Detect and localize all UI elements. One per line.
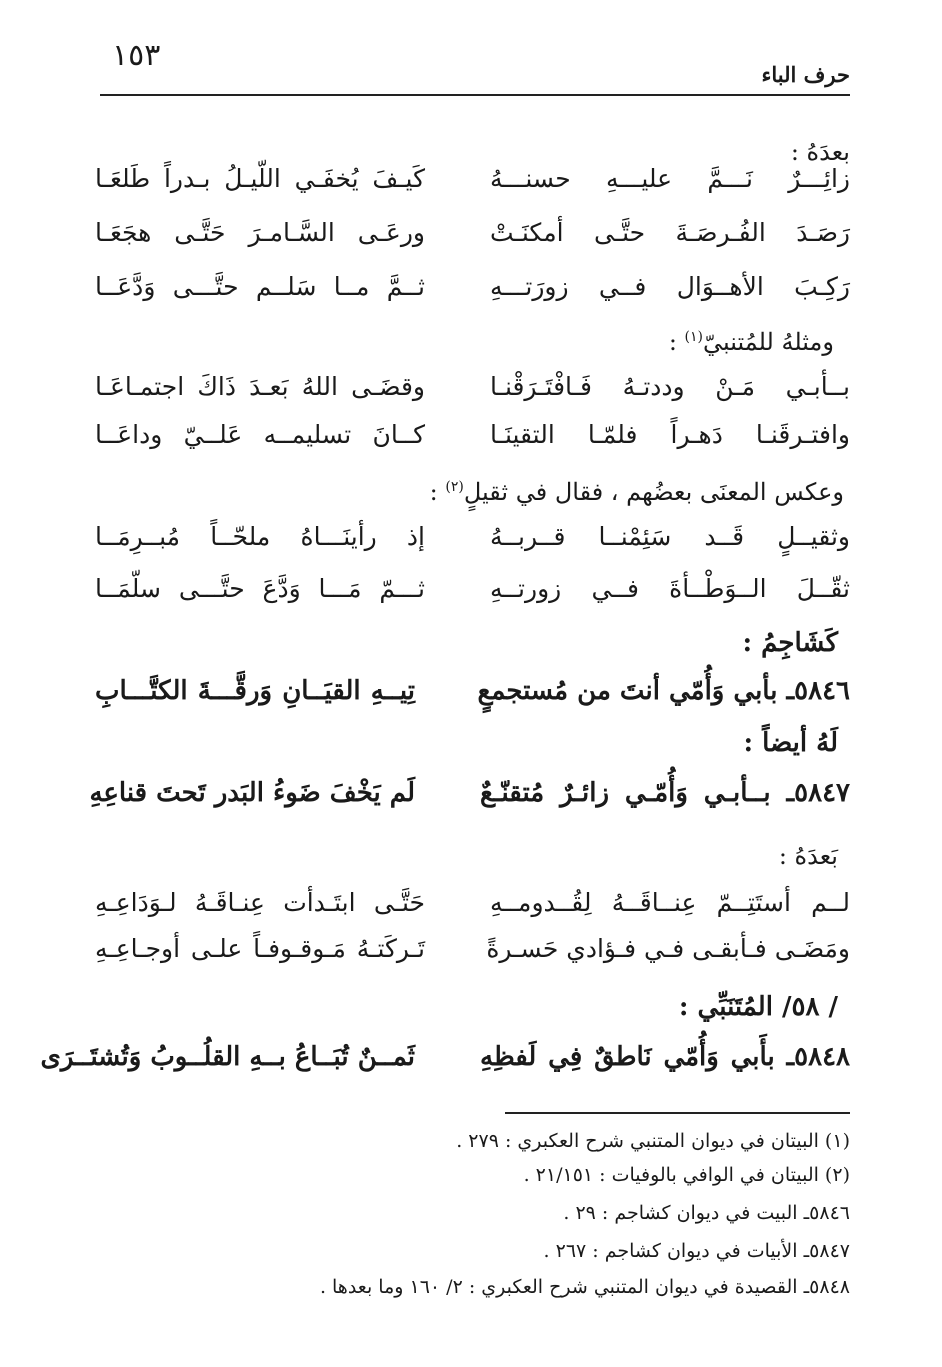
footnote-ref: (٢): [445, 479, 464, 495]
verse-second-hemistich: لَم يَخْفَ ضَوءُ البَدر تَحتَ قناعِهِ: [89, 778, 415, 808]
verse-first-hemistich: وافتـرقَنـا دَهـراً فلمّـا التقينَـا: [490, 420, 850, 449]
verse-second-hemistich: تِيــهِ القيَــانِ وَرقَّـــةَ الكتَّـــابِ: [95, 676, 415, 706]
intro-text: ومثلهُ للمُتنبيّ: [703, 328, 834, 356]
verse-line: [95, 676, 850, 714]
verse-line: [95, 164, 850, 200]
intro-text: وعكس المعنَى بعضُهم ، فقال في ثقيلٍ: [463, 478, 844, 506]
intro-line: [95, 328, 834, 356]
verse-second-hemistich: ثــمَّ مــا سَلــم حتَّـــى وَدَّعَــا: [95, 272, 425, 301]
verse-line: [95, 934, 850, 970]
footnote: (٢) البيتان في الوافي بالوفيات : ٢١/١٥١ .: [523, 1164, 850, 1186]
footnote: ٥٨٤٧ـ الأبيات في ديوان كشاجم : ٢٦٧ .: [543, 1240, 850, 1262]
verse-line: [95, 272, 850, 308]
verse-line: [95, 420, 850, 456]
verse-line: [95, 372, 850, 408]
verse-second-hemistich: كَيـفَ يُخفَـي اللّيـلُ بـدراً طَلعَـا: [95, 164, 425, 193]
footnote: (١) البيتان في ديوان المتنبي شرح العكبري : ٢٧٩ .: [456, 1130, 850, 1152]
running-title: حرف الباء: [761, 62, 850, 87]
verse-line: [95, 574, 850, 610]
verse-first-hemistich: لــم أستَتِــمّ عِنــاقَــهُ لِقُــدومــهِ: [490, 888, 850, 917]
verse-second-hemistich: ثـــمّ مَـــا وَدَّعَ حتَّـــى سلّمَــا: [95, 574, 425, 603]
verse-first-hemistich: زائِـــرٌ نَـــمَّ عليـــهِ حسنـــهُ: [490, 164, 850, 193]
intro-line: [95, 842, 838, 870]
section-heading: / ٥٨/ المُتَنَبِّي :: [678, 992, 838, 1022]
verse-line: [95, 218, 850, 254]
intro-line: [95, 478, 844, 506]
intro-text: بعدَهُ :: [790, 138, 850, 166]
verse-first-hemistich: ٥٨٤٦ـ بأبي وَأُمّي أنتَ من مُستجمعٍ: [477, 676, 850, 706]
intro-colon: :: [429, 478, 446, 506]
verse-second-hemistich: تَـركَتـهُ مَـوقـوفـاً علـى أوجـاعِـهِ: [95, 934, 425, 963]
intro-line: [95, 138, 850, 166]
verse-first-hemistich: وثقيــلٍ قَــد سَئِمْنــا قــربــهُ: [490, 522, 850, 551]
footnote: ٥٨٤٨ـ القصيدة في ديوان المتنبي شرح العكبري : ٢/ ١٦٠ وما بعدها .: [319, 1276, 850, 1298]
verse-first-hemistich: ٥٨٤٨ـ بأَبي وَأُمّي نَاطقٌ فِي لَفظِهِ: [480, 1042, 850, 1072]
verse-line: [89, 778, 850, 816]
verse-line: [95, 522, 850, 558]
footnote-rule: [505, 1112, 850, 1114]
page-number: ١٥٣: [112, 38, 161, 73]
section-heading: كَشَاجِمُ :: [742, 628, 838, 658]
section-heading: لَهُ أيضاً :: [743, 728, 838, 758]
verse-first-hemistich: ومَضَـى فـأبقـى فـي فـؤادي حَسـرةً: [486, 934, 850, 963]
verse-second-hemistich: حَتَّـى ابتَـدأت عِنـاقَـهُ لـوَدَاعِـهِ: [95, 888, 425, 917]
verse-second-hemistich: ثَمــنٌ تُبَــاعُ بــهِ القلُــوبُ وَتُشتَــرَى: [40, 1042, 415, 1072]
verse-second-hemistich: إذ رأينَـــاهُ ملحّــاً مُبــرِمَــا: [95, 522, 425, 551]
header-rule: [100, 94, 850, 96]
footnote: ٥٨٤٦ـ البيت في ديوان كشاجم : ٢٩ .: [563, 1202, 850, 1224]
verse-first-hemistich: رَكِـبَ الأهــوَال فــي زورَتـــهِ: [490, 272, 850, 301]
intro-text: بَعدَهُ :: [778, 842, 838, 870]
verse-line: [95, 888, 850, 924]
verse-second-hemistich: كــانَ تسليمــه عَلــيّ وداعَــا: [95, 420, 425, 449]
verse-second-hemistich: ورعَـى السَّـامـرَ حَتَّـى هجَعَـا: [95, 218, 425, 247]
verse-line: [40, 1042, 850, 1080]
verse-first-hemistich: ٥٨٤٧ـ بــأبـي وَأُمّـي زائـرٌ مُتقنّـعٌ: [480, 778, 850, 808]
verse-first-hemistich: رَصَـدَ الفُـرصَـةَ حتَّـى أمكنَـتْ: [490, 218, 850, 247]
verse-second-hemistich: وقضَـى اللهُ بَعـدَ ذَاكَ اجتمـاعَـا: [95, 372, 425, 401]
verse-first-hemistich: بــأبـي مَـنْ وددتـهُ فَـافْتَـرَقْنـا: [490, 372, 850, 401]
intro-colon: :: [668, 328, 685, 356]
verse-first-hemistich: ثقّــلَ الــوَطْــأةَ فــي زورتــهِ: [490, 574, 850, 603]
footnote-ref: (١): [684, 329, 703, 345]
